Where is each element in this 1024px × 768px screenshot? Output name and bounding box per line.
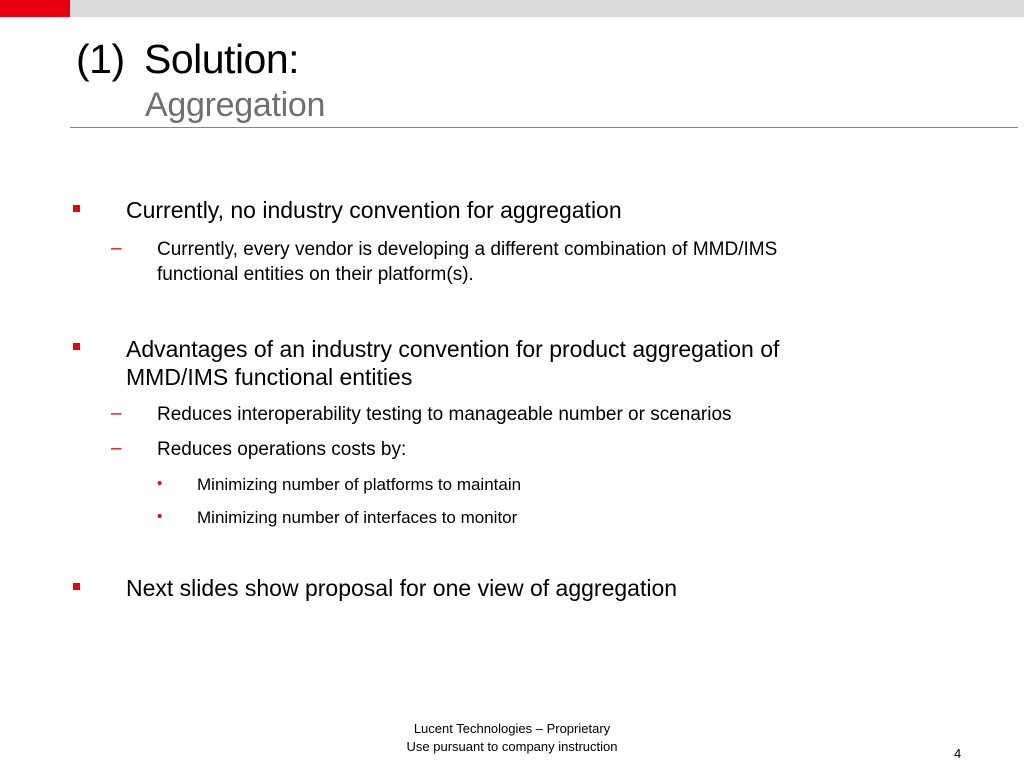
title-divider (70, 127, 1018, 128)
dash-bullet-icon: – (111, 403, 122, 424)
page-number: 4 (954, 746, 962, 761)
top-gray-bar (70, 0, 1024, 17)
sub-sub-bullet-text: Minimizing number of interfaces to monitor (197, 508, 518, 527)
sub-bullet-text: Reduces operations costs by: (157, 439, 407, 460)
sub-sub-bullet-text: Minimizing number of platforms to maintain (197, 475, 522, 494)
sub-bullet-text: Currently, every vendor is developing a different combination of MMD/IMS (157, 239, 778, 260)
footer-line-1: Lucent Technologies – Proprietary (413, 721, 611, 736)
bullet-text-continued: MMD/IMS functional entities (126, 364, 413, 390)
sub-bullet-text-continued: functional entities on their platform(s). (157, 264, 474, 285)
bullet-text: Currently, no industry convention for aggregation (126, 197, 622, 223)
bullet-square-icon (73, 205, 80, 212)
top-accent-bar (0, 0, 70, 17)
dot-bullet-icon: • (157, 508, 163, 525)
dash-bullet-icon: – (111, 438, 122, 459)
footer-line-2: Use pursuant to company instruction (406, 739, 618, 754)
bullet-text: Next slides show proposal for one view of aggregation (126, 575, 678, 601)
bullet-square-icon (73, 583, 80, 590)
title-number: (1) (76, 36, 125, 82)
footer (312, 720, 712, 756)
dash-bullet-icon: – (111, 238, 122, 259)
sub-bullet-text: Reduces interoperability testing to manageable number or scenarios (157, 404, 732, 425)
bullet-text: Advantages of an industry convention for product aggregation of (126, 336, 780, 362)
dot-bullet-icon: • (157, 475, 163, 492)
slide-subtitle: Aggregation (145, 86, 326, 124)
slide-title: Solution: (144, 36, 300, 82)
bullet-square-icon (73, 343, 80, 350)
